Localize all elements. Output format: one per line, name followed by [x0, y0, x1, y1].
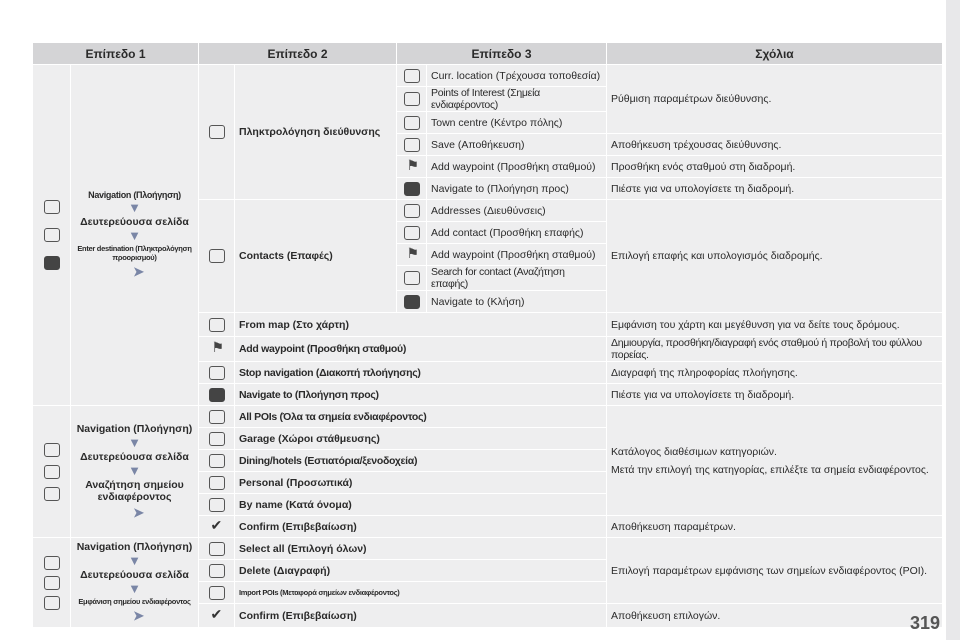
header-comments: Σχόλια [607, 43, 943, 65]
poi-search-icon [44, 487, 60, 501]
comment-navigate: Πιέστε για να υπολογίσετε τη διαδρομή. [607, 178, 943, 200]
menu-table [32, 42, 943, 628]
navigation-icon [44, 200, 60, 214]
arrow-down-icon: ▼ [128, 228, 141, 243]
level1-path [71, 406, 199, 538]
header-level2: Επίπεδο 2 [199, 43, 397, 65]
add-waypoint-label[interactable]: Add waypoint (Προσθήκη σταθμού) [235, 337, 607, 362]
table-row [33, 538, 943, 560]
dining-icon [209, 454, 225, 468]
arrow-down-icon: ▼ [128, 581, 141, 596]
keyboard-icon-cell [199, 65, 235, 200]
comment-settings: Ρύθμιση παραμέτρων διεύθυνσης. [607, 65, 943, 134]
waypoint-icon [404, 248, 420, 262]
table-row [33, 406, 943, 428]
poi-item-3[interactable]: Personal (Προσωπικά) [235, 472, 607, 494]
arrow-right-icon: ➤ [133, 608, 144, 623]
contacts-item-3[interactable]: Search for contact (Αναζήτηση επαφής) [427, 266, 607, 291]
keyboard-item-2[interactable]: Town centre (Κέντρο πόλης) [427, 112, 607, 134]
contacts-icon [209, 249, 225, 263]
arrow-down-icon: ▼ [128, 434, 141, 450]
garage-icon [209, 432, 225, 446]
level1-icons [33, 406, 71, 538]
header-level1: Επίπεδο 1 [33, 43, 199, 65]
path-secondary-page: Δευτερεύουσα σελίδα [80, 450, 189, 463]
navigate-to-label[interactable]: Navigate to (Πλοήγηση προς) [235, 384, 607, 406]
comment-confirm: Αποθήκευση παραμέτρων. [607, 516, 943, 538]
contacts-item-4[interactable]: Navigate to (Κλήση) [427, 291, 607, 313]
comment-categories [607, 406, 943, 516]
arrow-down-icon: ▼ [128, 462, 141, 478]
path-navigation: Navigation (Πλοήγηση) [76, 422, 193, 435]
navigate-icon [209, 388, 225, 402]
contacts-item-2[interactable]: Add waypoint (Προσθήκη σταθμού) [427, 244, 607, 266]
keyboard-item-3[interactable]: Save (Αποθήκευση) [427, 134, 607, 156]
poi-icon [404, 92, 420, 106]
destination-icon [44, 256, 60, 270]
from-map-label[interactable]: From map (Στο χάρτη) [235, 313, 607, 337]
arrow-down-icon: ▼ [128, 200, 141, 215]
display-item-1[interactable]: Delete (Διαγραφή) [235, 560, 607, 582]
import-icon [209, 586, 225, 600]
level1-icons [33, 65, 71, 406]
comment-navto: Πιέστε για να υπολογίσετε τη διαδρομή. [607, 384, 943, 406]
stop-navigation-icon [209, 366, 225, 380]
poi-item-4[interactable]: By name (Κατά όνομα) [235, 494, 607, 516]
comment-categories-a: Κατάλογος διαθέσιμων κατηγοριών. [611, 445, 777, 458]
arrow-right-icon: ➤ [133, 504, 144, 520]
keyboard-item-1[interactable]: Points of Interest (Σημεία ενδιαφέροντος) [427, 87, 607, 112]
keyboard-icon [209, 125, 225, 139]
trash-icon [209, 564, 225, 578]
level1-icons [33, 538, 71, 628]
secondary-page-icon [44, 465, 60, 479]
secondary-page-icon [44, 228, 60, 242]
poi-item-5[interactable]: Confirm (Επιβεβαίωση) [235, 516, 607, 538]
contacts-item-1[interactable]: Add contact (Προσθήκη επαφής) [427, 222, 607, 244]
search-contact-icon [404, 271, 420, 285]
contacts-item-0[interactable]: Addresses (Διευθύνσεις) [427, 200, 607, 222]
comment-display: Επιλογή παραμέτρων εμφάνισης των σημείων ενδιαφέροντος (POI). [607, 538, 943, 604]
comment-map: Εμφάνιση του χάρτη και μεγέθυνση για να δείτε τους δρόμους. [607, 313, 943, 337]
check-icon [209, 609, 225, 623]
table-row [33, 65, 943, 87]
arrow-down-icon: ▼ [128, 553, 141, 568]
navigation-icon [44, 556, 60, 570]
addresses-icon [404, 204, 420, 218]
comment-waypoint: Προσθήκη ενός σταθμού στη διαδρομή. [607, 156, 943, 178]
star-icon [209, 476, 225, 490]
comment-save-choices: Αποθήκευση επιλογών. [607, 604, 943, 628]
waypoint-icon [209, 342, 225, 356]
keyboard-label: Πληκτρολόγηση διεύθυνσης [235, 65, 397, 200]
path-navigation: Navigation (Πλοήγηση) [88, 190, 181, 200]
poi-display-icon [44, 596, 60, 610]
header-level3: Επίπεδο 3 [397, 43, 607, 65]
page-number: 319 [909, 613, 940, 633]
stop-navigation-label[interactable]: Stop navigation (Διακοπή πλοήγησης) [235, 362, 607, 384]
navigate-icon [404, 295, 420, 309]
town-centre-icon [404, 116, 420, 130]
comment-categories-b: Μετά την επιλογή της κατηγορίας, επιλέξτε τα σημεία ενδιαφέροντος. [611, 463, 929, 476]
comment-contacts: Επιλογή επαφής και υπολογισμός διαδρομής. [607, 200, 943, 313]
path-poi-display: Εμφάνιση σημείου ενδιαφέροντος [78, 597, 191, 606]
level1-path [71, 65, 199, 406]
check-icon [209, 520, 225, 534]
path-enter-destination: Enter destination (Πληκτρολόγηση προορισμού) [77, 244, 192, 262]
path-secondary-page: Δευτερεύουσα σελίδα [80, 216, 189, 228]
secondary-page-icon [44, 576, 60, 590]
waypoint-icon [404, 160, 420, 174]
poi-item-0[interactable]: All POIs (Όλα τα σημεία ενδιαφέροντος) [235, 406, 607, 428]
poi-item-2[interactable]: Dining/hotels (Εστιατόρια/ξενοδοχεία) [235, 450, 607, 472]
display-item-2[interactable]: Import POIs (Μεταφορά σημείων ενδιαφέροντος) [235, 582, 607, 604]
path-poi-search: Αναζήτηση σημείου ενδιαφέροντος [85, 478, 184, 503]
map-icon [209, 318, 225, 332]
navigation-icon [44, 443, 60, 457]
poi-item-1[interactable]: Garage (Χώροι στάθμευσης) [235, 428, 607, 450]
add-contact-icon [404, 226, 420, 240]
comment-save: Αποθήκευση τρέχουσας διεύθυνσης. [607, 134, 943, 156]
navigate-icon [404, 182, 420, 196]
contacts-label: Contacts (Επαφές) [235, 200, 397, 313]
display-item-0[interactable]: Select all (Επιλογή όλων) [235, 538, 607, 560]
location-icon [404, 69, 420, 83]
page-edge-strip [946, 0, 960, 640]
search-name-icon [209, 498, 225, 512]
keyboard-item-4[interactable]: Add waypoint (Προσθήκη σταθμού) [427, 156, 607, 178]
all-pois-icon [209, 410, 225, 424]
save-icon [404, 138, 420, 152]
comment-add-waypoint: Δημιουργία, προσθήκη/διαγραφή ενός σταθμού ή προβολή του φύλλου πορείας. [607, 337, 943, 362]
arrow-right-icon: ➤ [133, 264, 144, 279]
keyboard-item-5[interactable]: Navigate to (Πλοήγηση προς) [427, 178, 607, 200]
table-header-row [33, 43, 943, 65]
keyboard-item-0[interactable]: Curr. location (Τρέχουσα τοποθεσία) [427, 65, 607, 87]
display-item-3[interactable]: Confirm (Επιβεβαίωση) [235, 604, 607, 628]
select-all-icon [209, 542, 225, 556]
path-navigation: Navigation (Πλοήγηση) [76, 541, 193, 553]
comment-stop: Διαγραφή της πληροφορίας πλοήγησης. [607, 362, 943, 384]
contacts-icon-cell [199, 200, 235, 313]
level1-path [71, 538, 199, 628]
path-secondary-page: Δευτερεύουσα σελίδα [80, 569, 189, 581]
